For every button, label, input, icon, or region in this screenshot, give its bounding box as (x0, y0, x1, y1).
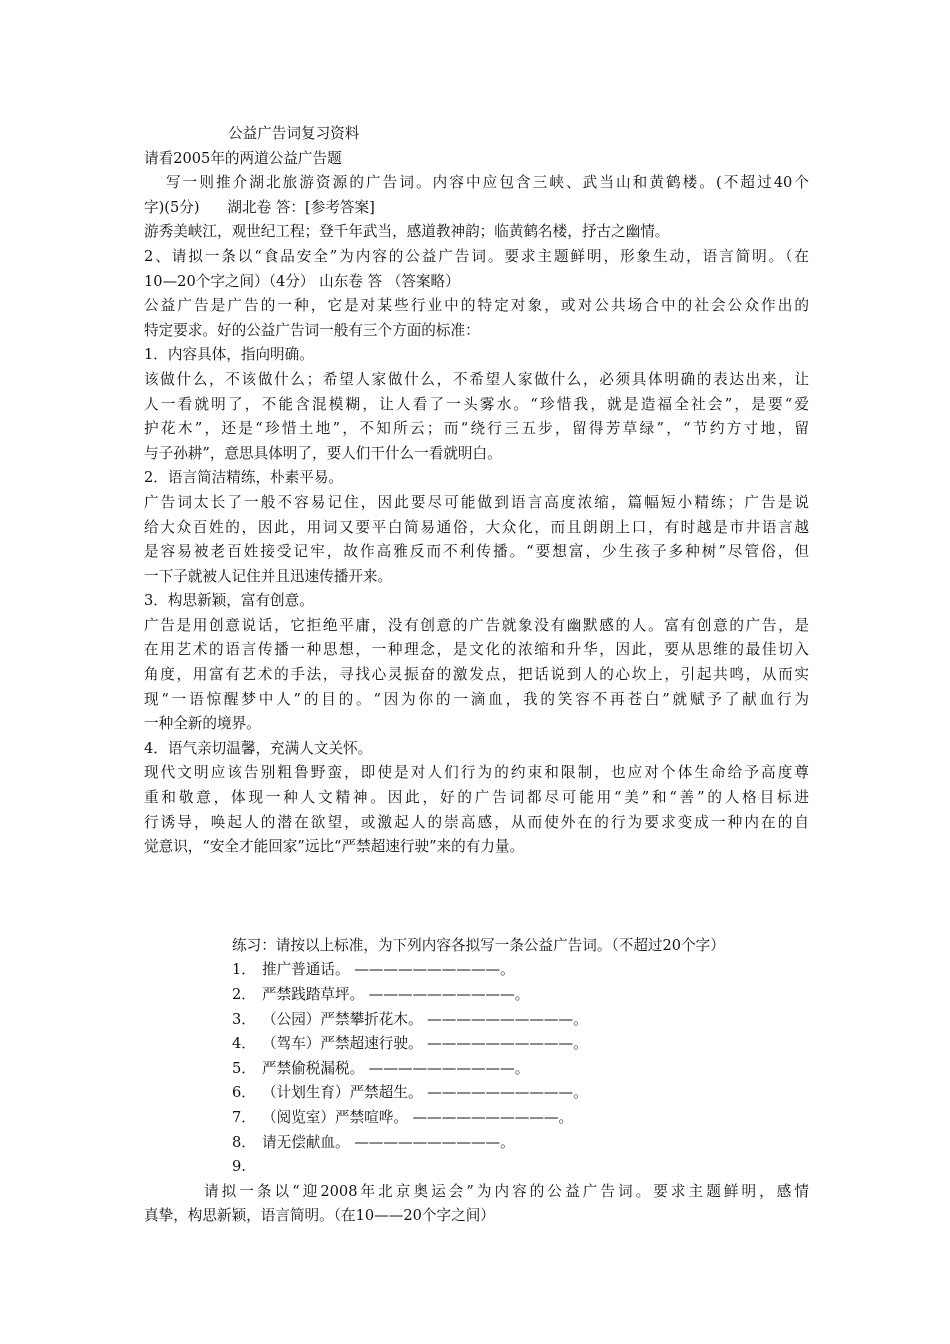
closing-line-1: 请拟一条以“迎2008年北京奥运会”为内容的公益广告词。要求主题鲜明，感情 (204, 1182, 809, 1200)
definition-line-2: 特定要求。好的公益广告词一般有三个方面的标准： (144, 321, 480, 339)
document-page (144, 122, 809, 1229)
question-1-line-1: 写一则推介湖北旅游资源的广告词。内容中应包含三峡、武当山和黄鹤楼。(不超过40个 (166, 174, 809, 192)
standard-1-heading: 1．内容具体，指向明确。 (144, 346, 314, 364)
standard-1-text: 该做什么，不该做什么；希望人家做什么，不希望人家做什么，必须具体明确的表达出来，让 (144, 370, 809, 388)
exercise-item (144, 1008, 809, 1033)
exercise-item (144, 1081, 809, 1106)
exercise-item-text: （计划生育）严禁超生。 ——————————。 (262, 1084, 588, 1102)
closing-line-2: 真挚，构思新颖，语言简明。（在10——20个字之间） (144, 1207, 495, 1225)
exercise-item-number: 3． (232, 1010, 256, 1028)
standard-3-text: 角度，用富有艺术的手法，寻找心灵振奋的激发点，把话说到人的心坎上，引起共鸣，从而实 (144, 666, 809, 684)
exercise-item-number: 9. (232, 1158, 246, 1176)
standard-3-text: 一种全新的境界。 (144, 715, 261, 733)
exercise-item-number: 7． (232, 1108, 256, 1126)
exercise-item-text: 请无偿献血。 ——————————。 (262, 1133, 515, 1151)
question-1-line-2: 字)(5分) 湖北卷 答：[参考答案] (144, 198, 375, 216)
exercise-item-number: 6． (232, 1084, 256, 1102)
standard-2-text: 给大众百姓的，因此，用词又要平白简易通俗，大众化，而且朗朗上口，有时越是市井语言越 (144, 518, 809, 536)
standard-2-text: 广告词太长了一般不容易记住，因此要尽可能做到语言高度浓缩，篇幅短小精练；广告是说 (144, 493, 809, 511)
standard-4-text: 重和敬意，体现一种人文精神。因此，好的广告词都尽可能用“美”和“善”的人格目标进 (144, 789, 809, 807)
exercise-item (144, 1131, 809, 1156)
standard-4-heading: 4．语气亲切温馨，充满人文关怀。 (144, 739, 373, 757)
exercise-item (144, 983, 809, 1008)
standard-1-text: 与子孙耕”，意思具体明了，要人们干什么一看就明白。 (144, 444, 502, 462)
exercise-item-number: 2． (232, 986, 256, 1003)
exercise-item-number: 5． (232, 1059, 256, 1077)
exercise-item (144, 1032, 809, 1057)
exercise-item (144, 1155, 809, 1180)
exercise-item (144, 958, 809, 983)
exercise-item-text: （公园）严禁攀折花木。 ——————————。 (262, 1010, 588, 1028)
section-spacer (144, 860, 809, 934)
standard-1-text: 人一看就明了，不能含混模糊，让人看了一头雾水。“珍惜我，就是造福全社会”，是要“爱 (144, 395, 809, 413)
question-1-answer: 游秀美峡江，观世纪工程；登千年武当，感道教神韵；临黄鹤名楼，抒古之幽情。 (144, 223, 670, 241)
standard-4-text: 行诱导，唤起人的潜在欲望，或激起人的崇高感，从而使外在的行为要求变成一种内在的自 (144, 813, 809, 831)
exercise-heading: 练习：请按以上标准，为下列内容各拟写一条公益广告词。（不超过20个字） (232, 936, 725, 954)
exercise-item-text: 推广普通话。 ——————————。 (262, 961, 515, 979)
exercise-item-text: 严禁践踏草坪。 ——————————。 (262, 986, 530, 1003)
standard-2-text: 一下子就被人记住并且迅速传播开来。 (144, 567, 393, 585)
exercise-item-text: （阅览室）严禁喧哗。 ——————————。 (262, 1108, 574, 1126)
standard-4-text: 现代文明应该告别粗鲁野蛮，即使是对人们行为的约束和限制，也应对个体生命给予高度尊 (144, 764, 809, 782)
exercise-item-number: 1． (232, 961, 256, 979)
exercise-item (144, 1106, 809, 1131)
exercise-item-number: 4． (232, 1035, 256, 1053)
standard-2-text: 是容易被老百姓接受记牢，故作高雅反而不利传播。“要想富，少生孩子多种树”尽管俗，但 (144, 543, 809, 561)
intro-line: 请看2005年的两道公益广告题 (144, 149, 342, 167)
exercise-item-text: 严禁偷税漏税。 ——————————。 (262, 1059, 530, 1077)
exercise-item (144, 1057, 809, 1082)
standard-1-text: 护花木”，还是“珍惜土地”，不知所云；而“绕行三五步，留得芳草绿”，“节约方寸地，留 (144, 420, 809, 438)
standard-3-text: 现“一语惊醒梦中人”的目的。“因为你的一滴血，我的笑容不再苍白”就赋予了献血行为 (144, 690, 809, 708)
standard-4-text: 觉意识，“安全才能回家”远比“严禁超速行驶”来的有力量。 (144, 838, 525, 856)
standard-3-text: 在用艺术的语言传播一种思想，一种理念，是文化的浓缩和升华，因此，要从思维的最佳切入 (144, 641, 809, 659)
standard-3-text: 广告是用创意说话，它拒绝平庸，没有创意的广告就象没有幽默感的人。富有创意的广告，是 (144, 616, 809, 634)
document-title: 公益广告词复习资料 (228, 125, 360, 142)
standard-2-heading: 2．语言简洁精练，朴素平易。 (144, 469, 344, 487)
question-2-line-1: 2、请拟一条以“食品安全”为内容的公益广告词。要求主题鲜明，形象生动，语言简明。（在 (144, 247, 809, 265)
exercise-item-text: （驾车）严禁超速行驶。 ——————————。 (262, 1035, 588, 1053)
exercise-item-number: 8． (232, 1133, 256, 1151)
question-2-line-2: 10—20个字之间）（4分） 山东卷 答 （答案略） (144, 272, 460, 290)
definition-line-1: 公益广告是广告的一种，它是对某些行业中的特定对象，或对公共场合中的社会公众作出的 (144, 297, 809, 315)
standard-3-heading: 3．构思新颖，富有创意。 (144, 592, 314, 610)
